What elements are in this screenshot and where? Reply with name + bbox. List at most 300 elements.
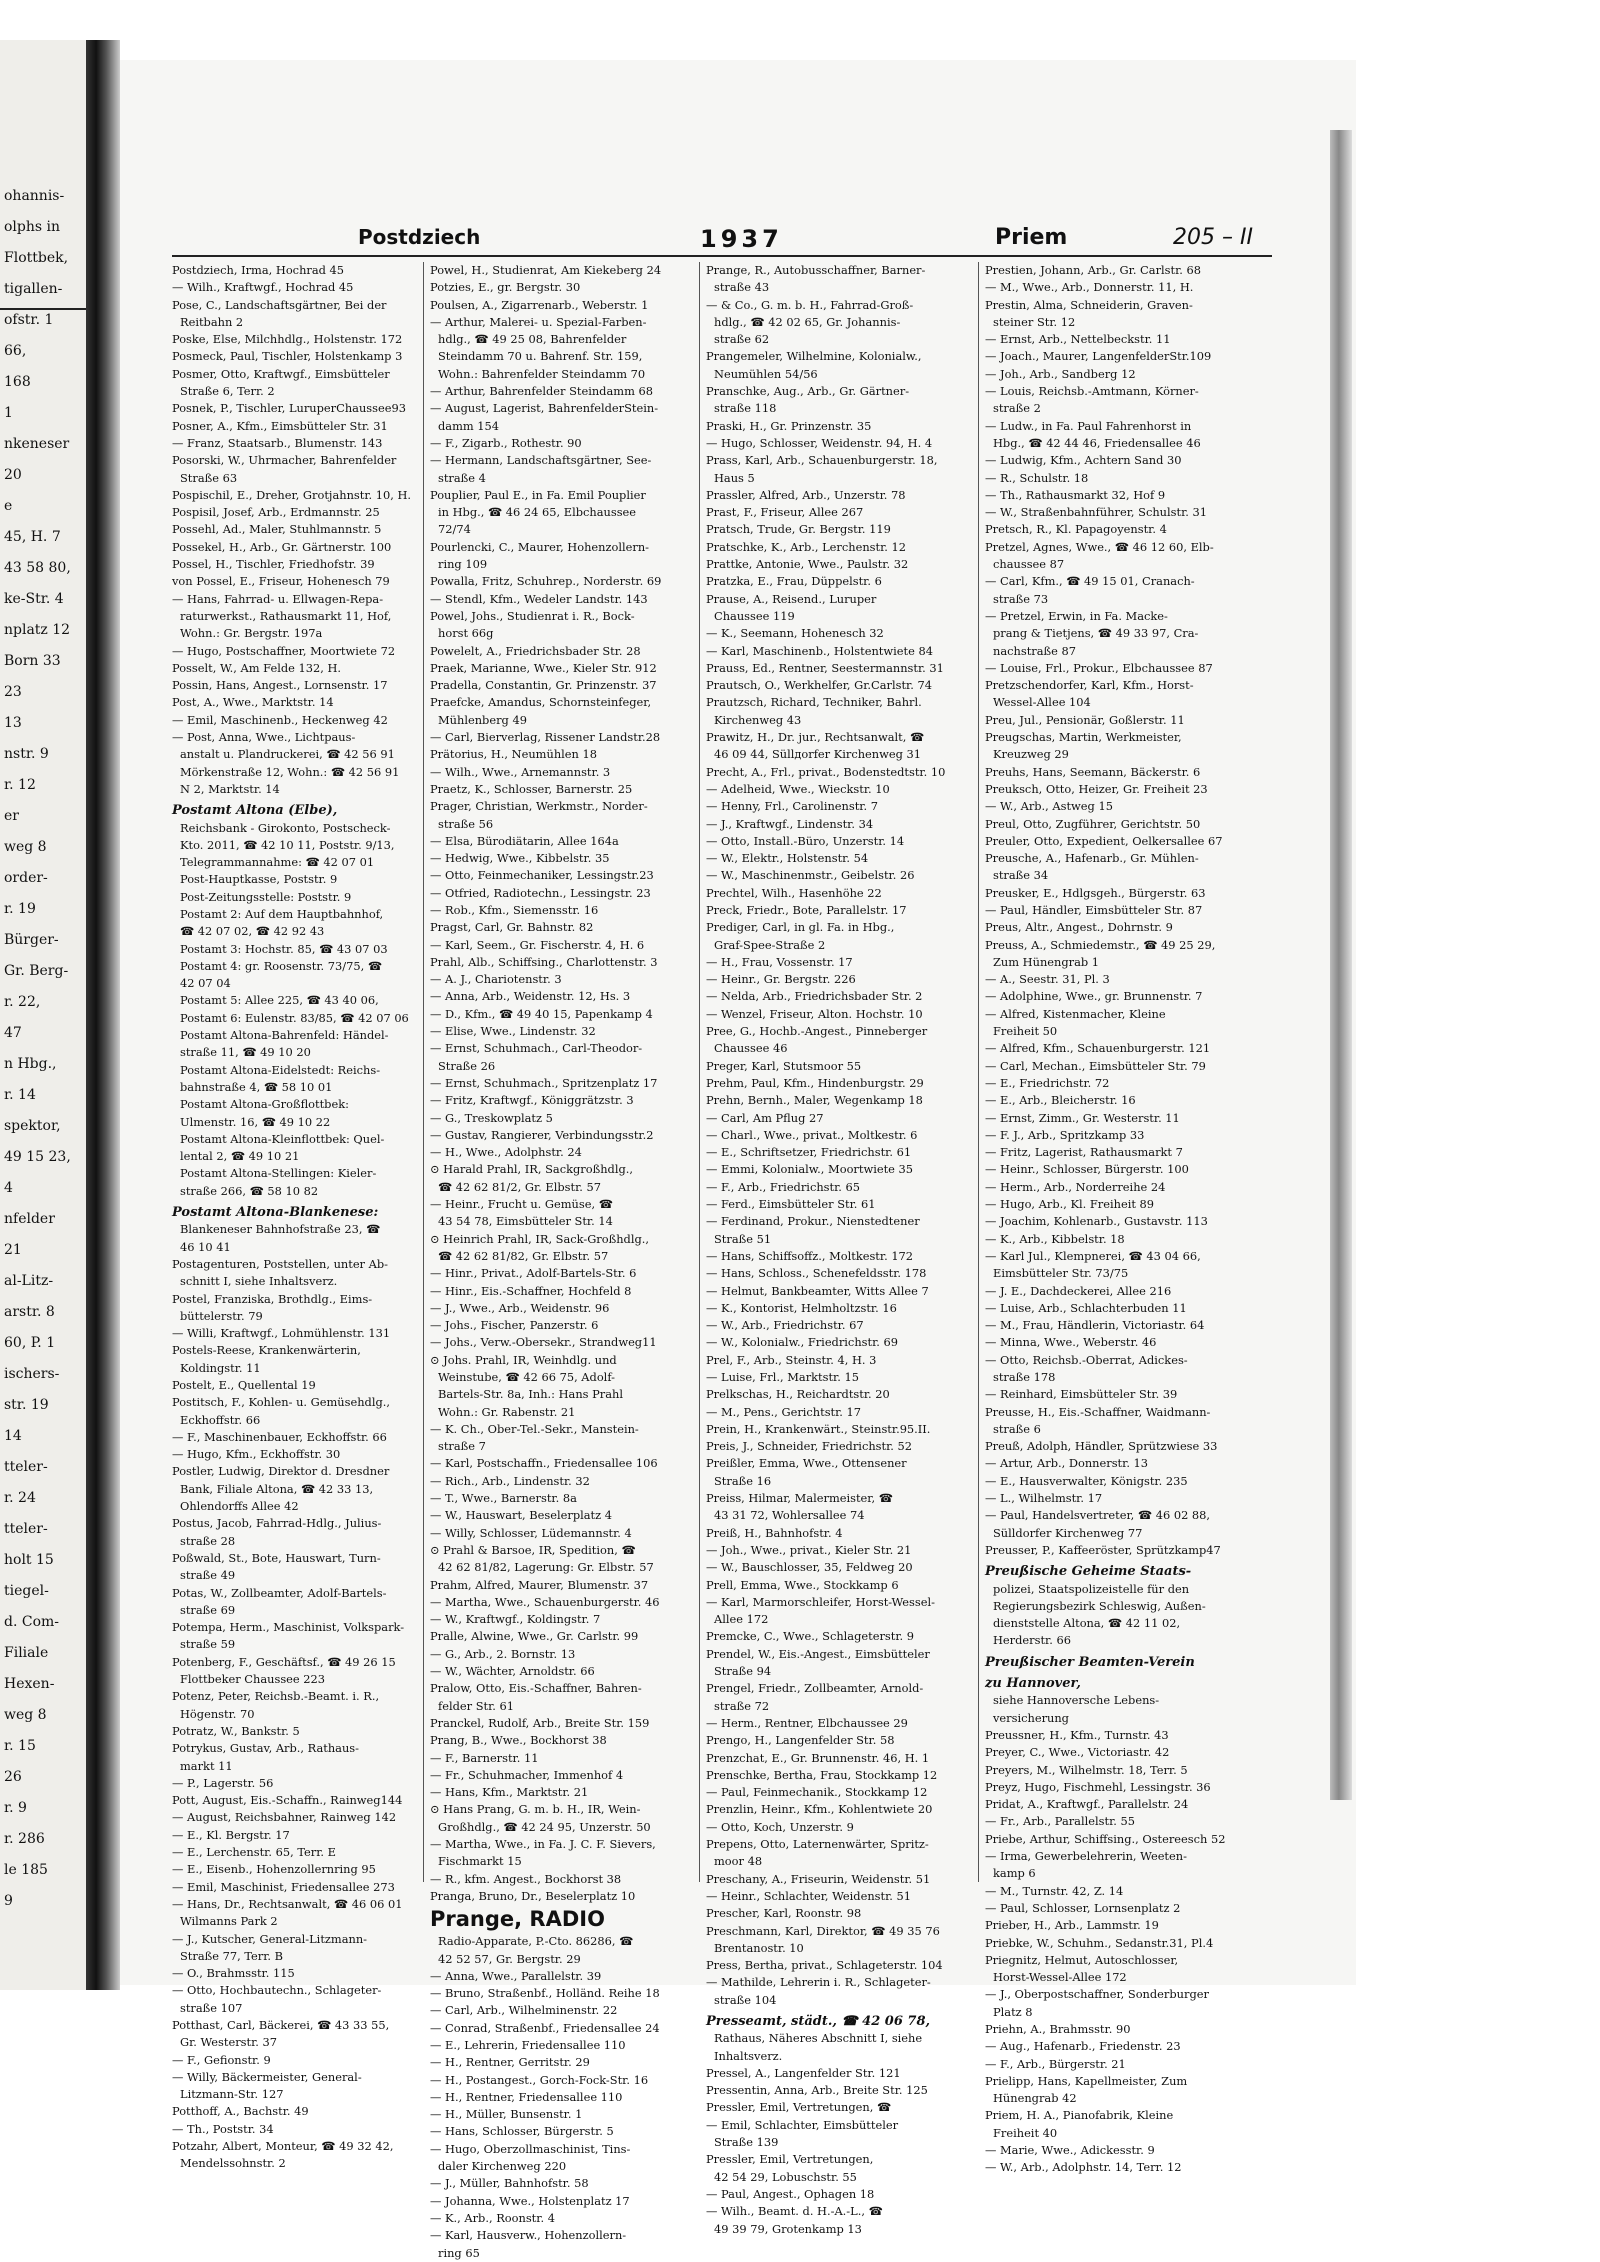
- directory-line: — Paul, Schlosser, Lornsenplatz 2: [985, 1900, 1181, 1915]
- directory-line: — J. E., Dachdeckerei, Allee 216: [985, 1283, 1172, 1298]
- directory-line: — Anna, Wwe., Parallelstr. 39: [430, 1968, 602, 1983]
- directory-line: Zum Hünengrab 1: [993, 954, 1100, 969]
- directory-line: — Otto, Install.-Büro, Unzerstr. 14: [706, 833, 905, 848]
- directory-line: — Wenzel, Friseur, Alton. Hochstr. 10: [706, 1006, 923, 1021]
- directory-line: Reichsbank - Girokonto, Postscheck-: [180, 820, 391, 835]
- directory-line: — Franz, Staatsarb., Blumenstr. 143: [172, 435, 383, 450]
- directory-line: Potzahr, Albert, Monteur, ☎ 49 32 42,: [172, 2139, 394, 2154]
- facing-page-line: weg 8: [4, 839, 47, 855]
- facing-page-line: d. Com-: [4, 1614, 60, 1630]
- directory-line: Preuksch, Otto, Heizer, Gr. Freiheit 23: [985, 781, 1208, 796]
- directory-line: Preschmann, Karl, Direktor, ☎ 49 35 76: [706, 1923, 940, 1938]
- directory-line: Post, A., Wwe., Marktstr. 14: [172, 695, 334, 710]
- directory-line: Ohlendorffs Allee 42: [180, 1499, 299, 1514]
- directory-line: — H., Rentner, Gerritstr. 29: [430, 2055, 590, 2070]
- directory-line: Pratsch, Trude, Gr. Bergstr. 119: [706, 522, 891, 537]
- directory-line: — Charl., Wwe., privat., Moltkestr. 6: [706, 1127, 918, 1142]
- directory-line: — Louis, Reichsb.-Amtmann, Körner-: [985, 384, 1199, 399]
- directory-line: Wessel-Allee 104: [993, 695, 1091, 710]
- directory-line: — Karl, Maschinenb., Holstentwiete 84: [706, 643, 933, 658]
- directory-line: nachstraße 87: [993, 643, 1076, 658]
- directory-line: — Th., Poststr. 34: [172, 2121, 274, 2136]
- directory-line: — J., Wwe., Arb., Weidenstr. 96: [430, 1300, 610, 1315]
- directory-line: — Otfried, Radiotechn., Lessingstr. 23: [430, 885, 651, 900]
- directory-line: — Otto, Hochbautechn., Schlageter-: [172, 1983, 382, 1998]
- facing-page-line: Bürger-: [4, 932, 59, 948]
- directory-line: Pressel, A., Langenfelder Str. 121: [706, 2065, 901, 2080]
- directory-line: — Johs., Verw.-Obersekr., Strandweg11: [430, 1335, 657, 1350]
- directory-line: Pretzel, Agnes, Wwe., ☎ 46 12 60, Elb-: [985, 539, 1214, 554]
- directory-line: Prass, Karl, Arb., Schauenburgerstr. 18,: [706, 453, 938, 468]
- directory-line: Prautsch, O., Werkhelfer, Gr.Carlstr. 74: [706, 678, 932, 693]
- directory-line: — Karl, Hausverw., Hohenzollern-: [430, 2228, 627, 2243]
- facing-page-line: 47: [4, 1025, 22, 1041]
- directory-line: — M., Pens., Gerichtstr. 17: [706, 1404, 862, 1419]
- directory-line: 43 54 78, Eimsbütteler Str. 14: [438, 1214, 613, 1229]
- directory-line: straße 56: [438, 816, 494, 831]
- directory-line: Prassler, Alfred, Arb., Unzerstr. 78: [706, 487, 906, 502]
- facing-page-line: str. 19: [4, 1397, 49, 1413]
- directory-line: — E., Lerchenstr. 65, Terr. E: [172, 1845, 336, 1860]
- directory-line: Potenberg, F., Geschäftsf., ☎ 49 26 15: [172, 1654, 396, 1669]
- directory-line: — A. J., Chariotenstr. 3: [430, 972, 562, 987]
- directory-line: Platz 8: [993, 2004, 1033, 2019]
- facing-page-line: 9: [4, 1893, 13, 1909]
- directory-line: hdlg., ☎ 42 02 65, Gr. Johannis-: [714, 314, 901, 329]
- facing-page-line: n Hbg.,: [4, 1056, 57, 1072]
- directory-line: — Luise, Arb., Schlachterbuden 11: [985, 1300, 1187, 1315]
- directory-line: — Hugo, Postschaffner, Moortwiete 72: [172, 643, 396, 658]
- column-divider: [978, 262, 979, 1882]
- directory-line: steiner Str. 12: [993, 314, 1076, 329]
- directory-line: — Paul, Handelsvertreter, ☎ 46 02 88,: [985, 1508, 1211, 1523]
- directory-line: — Ludw., in Fa. Paul Fahrenhorst in: [985, 418, 1192, 433]
- facing-page-line: Born 33: [4, 653, 61, 669]
- facing-page-line: 14: [4, 1428, 22, 1444]
- directory-line: Prel, F., Arb., Steinstr. 4, H. 3: [706, 1352, 877, 1367]
- directory-line: Postdziech, Irma, Hochrad 45: [172, 263, 345, 277]
- directory-line: — Johs., Fischer, Panzerstr. 6: [430, 1318, 599, 1333]
- directory-line: Prestien, Johann, Arb., Gr. Carlstr. 68: [985, 263, 1202, 277]
- directory-line: — Mathilde, Lehrerin i. R., Schlageter-: [706, 1975, 931, 1990]
- directory-line: — Karl, Seem., Gr. Fischerstr. 4, H. 6: [430, 937, 645, 952]
- directory-line: Powel, H., Studienrat, Am Kiekeberg 24: [430, 263, 662, 277]
- directory-line: straße 43: [714, 280, 770, 295]
- directory-line: — H., Postangest., Gorch-Fock-Str. 16: [430, 2072, 649, 2087]
- directory-line: Prendel, W., Eis.-Angest., Eimsbütteler: [706, 1646, 930, 1661]
- directory-line: Postamt 2: Auf dem Hauptbahnhof,: [180, 906, 384, 921]
- directory-line: Posnek, P., Tischler, LuruperChaussee93: [172, 401, 406, 416]
- directory-line: — Th., Rathausmarkt 32, Hof 9: [985, 487, 1166, 502]
- directory-line: Priegnitz, Helmut, Autoschlosser,: [985, 1952, 1179, 1967]
- directory-line: — Joh., Arb., Sandberg 12: [985, 366, 1136, 381]
- facing-page-line: r. 24: [4, 1490, 36, 1506]
- directory-line: Chaussee 46: [714, 1041, 788, 1056]
- directory-line: Potrykus, Gustav, Arb., Rathaus-: [172, 1741, 360, 1756]
- directory-line: Straße 6, Terr. 2: [180, 384, 275, 399]
- directory-line: polizei, Staatspolizeistelle für den: [993, 1581, 1190, 1596]
- directory-line: Pressler, Emil, Vertretungen, ☎: [706, 2100, 892, 2115]
- directory-line: — J., Müller, Bahnhofstr. 58: [430, 2176, 589, 2191]
- directory-line: Potzies, E., gr. Bergstr. 30: [430, 280, 581, 295]
- directory-line: Pouplier, Paul E., in Fa. Emil Pouplier: [430, 487, 646, 502]
- directory-line: straße 104: [714, 1992, 777, 2007]
- directory-line: damm 154: [438, 418, 500, 433]
- directory-line: 42 52 57, Gr. Bergstr. 29: [438, 1951, 581, 1966]
- directory-line: straße 72: [714, 1698, 770, 1713]
- directory-line: — R., Schulstr. 18: [985, 470, 1089, 485]
- directory-line: Pratzka, E., Frau, Düppelstr. 6: [706, 574, 882, 589]
- directory-line: — Hugo, Oberzollmaschinist, Tins-: [430, 2141, 631, 2156]
- directory-line: — Karl, Postschaffn., Friedensallee 106: [430, 1456, 658, 1471]
- directory-line: Preul, Otto, Zugführer, Gerichtstr. 50: [985, 816, 1201, 831]
- directory-line: — E., Kl. Bergstr. 17: [172, 1827, 290, 1842]
- directory-line: straße 178: [993, 1370, 1056, 1384]
- directory-line: Pretzschendorfer, Karl, Kfm., Horst-: [985, 678, 1194, 693]
- directory-line: Koldingstr. 11: [180, 1360, 261, 1375]
- directory-line: Posmeck, Paul, Tischler, Holstenkamp 3: [172, 349, 403, 364]
- directory-line: markt 11: [180, 1758, 233, 1773]
- directory-line: — K., Kontorist, Helmholtzstr. 16: [706, 1300, 897, 1315]
- directory-line: Rathaus, Näheres Abschnitt I, siehe: [714, 2031, 923, 2046]
- directory-line: Weinstube, ☎ 42 66 75, Adolf-: [438, 1370, 615, 1384]
- directory-line: Possel, H., Tischler, Friedhofstr. 39: [172, 557, 375, 572]
- directory-line: Posner, A., Kfm., Eimsbütteler Str. 31: [172, 418, 388, 433]
- directory-line: — Joachim, Kohlenarb., Gustavstr. 113: [985, 1214, 1208, 1229]
- directory-line: ⊙ Harald Prahl, IR, Sackgroßhdlg.,: [430, 1162, 634, 1177]
- section-heading: Preußische Geheime Staats-: [985, 1564, 1192, 1580]
- facing-page-line: 23: [4, 684, 22, 700]
- directory-line: ring 65: [438, 2245, 480, 2260]
- directory-line: — Emmi, Kolonialw., Moortwiete 35: [706, 1162, 914, 1177]
- directory-line: Straße 139: [714, 2135, 779, 2150]
- directory-line: — W., Maschinenmstr., Geibelstr. 26: [706, 868, 915, 883]
- directory-line: — Rich., Arb., Lindenstr. 32: [430, 1473, 590, 1488]
- directory-line: — Conrad, Straßenbf., Friedensallee 24: [430, 2020, 660, 2035]
- directory-line: hdlg., ☎ 49 25 08, Bahrenfelder: [438, 332, 627, 347]
- directory-line: Prawitz, H., Dr. jur., Rechtsanwalt, ☎: [706, 730, 925, 745]
- directory-line: Mühlenberg 49: [438, 712, 527, 727]
- directory-line: — Karl Jul., Klempnerei, ☎ 43 04 66,: [985, 1248, 1201, 1263]
- directory-line: moor 48: [714, 1854, 763, 1869]
- directory-line: 43 31 72, Wohlersallee 74: [714, 1508, 865, 1523]
- running-head-last-entry: Priem: [995, 225, 1068, 250]
- directory-line: Pragst, Carl, Gr. Bahnstr. 82: [430, 920, 594, 935]
- facing-page-line: 4: [4, 1180, 13, 1196]
- directory-line: — Arthur, Malerei- u. Spezial-Farben-: [430, 314, 647, 329]
- directory-line: Prestin, Alma, Schneiderin, Graven-: [985, 297, 1193, 312]
- directory-line: Priehn, A., Brahmsstr. 90: [985, 2021, 1131, 2036]
- directory-line: — Joach., Maurer, LangenfelderStr.109: [985, 349, 1212, 364]
- directory-line: Telegrammannahme: ☎ 42 07 01: [180, 855, 375, 870]
- directory-line: ☎ 42 62 81/82, Gr. Elbstr. 57: [438, 1248, 609, 1263]
- directory-line: straße 266, ☎ 58 10 82: [180, 1183, 319, 1198]
- directory-line: Prager, Christian, Werkmstr., Norder-: [430, 799, 648, 814]
- directory-line: lental 2, ☎ 49 10 21: [180, 1149, 300, 1164]
- directory-line: Straße 51: [714, 1231, 772, 1246]
- directory-line: raturwerkst., Rathausmarkt 11, Hof,: [180, 608, 392, 623]
- directory-line: — Ferdinand, Prokur., Nienstedtener: [706, 1214, 920, 1229]
- directory-line: Postamt Altona-Kleinflottbek: Quel-: [180, 1131, 385, 1146]
- directory-line: — Bruno, Straßenbf., Holländ. Reihe 18: [430, 1986, 660, 2001]
- directory-line: Wilmanns Park 2: [180, 1914, 278, 1929]
- directory-line: — K. Ch., Ober-Tel.-Sekr., Manstein-: [430, 1421, 639, 1436]
- directory-line: Prehn, Bernh., Maler, Wegenkamp 18: [706, 1093, 923, 1108]
- directory-line: — Elsa, Bürodiätarin, Allee 164a: [430, 833, 619, 848]
- directory-line: Prahl, Alb., Schiffsing., Charlottenstr. 3: [430, 954, 658, 969]
- directory-line: — Hermann, Landschaftsgärtner, See-: [430, 453, 652, 468]
- directory-line: straße 2: [993, 401, 1041, 416]
- directory-line: — Elise, Wwe., Lindenstr. 32: [430, 1024, 596, 1039]
- directory-line: — Paul, Händler, Eimsbütteler Str. 87: [985, 902, 1203, 917]
- directory-line: — Irma, Gewerbelehrerin, Weeten-: [985, 1849, 1187, 1864]
- directory-line: Preschany, A., Friseurin, Weidenstr. 51: [706, 1871, 931, 1886]
- directory-line: — Hedwig, Wwe., Kibbelstr. 35: [430, 851, 610, 866]
- directory-line: — Hans, Schloss., Schenefeldsstr. 178: [706, 1266, 927, 1281]
- directory-line: siehe Hannoversche Lebens-: [993, 1693, 1160, 1708]
- directory-line: — Minna, Wwe., Weberstr. 46: [985, 1335, 1157, 1350]
- facing-page-line: r. 22,: [4, 994, 41, 1010]
- directory-line: Preis, J., Schneider, Friedrichstr. 52: [706, 1439, 913, 1454]
- directory-line: — Fritz, Lagerist, Rathausmarkt 7: [985, 1145, 1183, 1160]
- directory-line: — Willy, Schlosser, Lüdemannstr. 4: [430, 1525, 632, 1540]
- directory-line: Postels-Reese, Krankenwärterin,: [172, 1343, 361, 1358]
- facing-page-line: tteler-: [4, 1459, 48, 1475]
- directory-line: — Hans, Dr., Rechtsanwalt, ☎ 46 06 01: [172, 1896, 403, 1911]
- directory-line: Postamt 6: Eulenstr. 83/85, ☎ 42 07 06: [180, 1010, 409, 1025]
- directory-line: — Aug., Hafenarb., Friedenstr. 23: [985, 2039, 1181, 2054]
- directory-line: straße 69: [180, 1602, 236, 1617]
- directory-line: Straße 77, Terr. B: [180, 1948, 284, 1963]
- directory-line: anstalt u. Plandruckerei, ☎ 42 56 91: [180, 747, 395, 762]
- directory-line: Preyers, M., Wilhelmstr. 18, Terr. 5: [985, 1762, 1188, 1777]
- directory-line: ⊙ Hans Prang, G. m. b. H., IR, Wein-: [430, 1802, 641, 1817]
- facing-page-line: tigallen-: [4, 281, 63, 297]
- facing-page-line: nplatz 12: [4, 622, 71, 638]
- directory-line: Radio-Apparate, P.-Cto. 86286, ☎: [438, 1934, 634, 1949]
- directory-line: Prengel, Friedr., Zollbeamter, Arnold-: [706, 1681, 924, 1696]
- directory-line: Wohn.: Gr. Bergstr. 197a: [180, 626, 323, 641]
- directory-line: — Karl, Marmorschleifer, Horst-Wessel-: [706, 1594, 935, 1609]
- directory-line: — O., Brahmsstr. 115: [172, 1966, 295, 1981]
- directory-line: Preiß, H., Bahnhofstr. 4: [706, 1525, 843, 1540]
- directory-line: ☎ 42 07 02, ☎ 42 92 43: [180, 924, 325, 939]
- directory-line: — Stendl, Kfm., Wedeler Landstr. 143: [430, 591, 648, 606]
- directory-line: — Ernst, Schuhmach., Spritzenplatz 17: [430, 1075, 658, 1090]
- directory-line: — Paul, Feinmechanik., Stockkamp 12: [706, 1785, 928, 1800]
- directory-line: versicherung: [993, 1710, 1069, 1725]
- directory-line: — Emil, Maschinist, Friedensallee 273: [172, 1879, 395, 1894]
- directory-line: Pranschke, Aug., Arb., Gr. Gärtner-: [706, 384, 910, 399]
- directory-line: — K., Arb., Kibbelstr. 18: [985, 1231, 1125, 1246]
- directory-line: — Carl, Am Pflug 27: [706, 1110, 824, 1125]
- directory-line: — Joh., Wwe., privat., Kieler Str. 21: [706, 1542, 912, 1557]
- directory-line: Litzmann-Str. 127: [180, 2087, 284, 2102]
- directory-line: Preuhs, Hans, Seemann, Bäckerstr. 6: [985, 764, 1201, 779]
- facing-page-line: ischers-: [4, 1366, 60, 1382]
- facing-page-line: weg 8: [4, 1707, 47, 1723]
- directory-line: — Artur, Arb., Donnerstr. 13: [985, 1456, 1149, 1471]
- directory-line: chaussee 87: [993, 557, 1065, 572]
- directory-line: Straße 26: [438, 1058, 496, 1073]
- directory-line: — J., Kutscher, General-Litzmann-: [172, 1931, 368, 1946]
- directory-line: — J., Oberpostschaffner, Sonderburger: [985, 1987, 1209, 2002]
- facing-page-line: Hexen-: [4, 1676, 55, 1692]
- facing-page-line: r. 19: [4, 901, 36, 917]
- directory-line: Preussner, H., Kfm., Turnstr. 43: [985, 1727, 1169, 1742]
- directory-line: straße 34: [993, 868, 1049, 883]
- directory-line: Prieber, H., Arb., Lammstr. 19: [985, 1918, 1159, 1933]
- directory-line: Post-Hauptkasse, Poststr. 9: [180, 872, 338, 887]
- directory-line: — & Co., G. m. b. H., Fahrrad-Groß-: [706, 297, 914, 312]
- directory-line: Posorski, W., Uhrmacher, Bahrenfelder: [172, 453, 397, 468]
- directory-line: Prepens, Otto, Laternenwärter, Spritz-: [706, 1837, 929, 1852]
- directory-line: — Heinr., Schlachter, Weidenstr. 51: [706, 1888, 912, 1903]
- directory-line: 42 54 29, Lobuschstr. 55: [714, 2169, 857, 2184]
- directory-line: — Hugo, Arb., Kl. Freiheit 89: [985, 1197, 1155, 1212]
- directory-line: Poske, Else, Milchhdlg., Holstenstr. 172: [172, 332, 403, 347]
- directory-line: — Post, Anna, Wwe., Lichtpaus-: [172, 730, 356, 745]
- facing-page-line: r. 12: [4, 777, 36, 793]
- directory-line: ⊙ Johs. Prahl, IR, Weinhdlg. und: [430, 1352, 617, 1367]
- scan-margin-right: [1356, 60, 1600, 1985]
- directory-line: Postamt 4: gr. Roosenstr. 73/75, ☎: [180, 958, 383, 973]
- directory-line: — F., Barnerstr. 11: [430, 1750, 539, 1765]
- facing-page-line: r. 286: [4, 1831, 45, 1847]
- directory-line: Reitbahn 2: [180, 314, 244, 329]
- directory-line: Kreuzweg 29: [993, 747, 1069, 762]
- directory-line: — Hugo, Schlosser, Weidenstr. 94, H. 4: [706, 435, 933, 450]
- directory-line: Preusser, P., Kaffeeröster, Sprützkamp47: [985, 1542, 1221, 1557]
- directory-line: Neumühlen 54/56: [714, 366, 818, 381]
- directory-line: — Adelheid, Wwe., Wieckstr. 10: [706, 781, 890, 796]
- facing-page-line: 20: [4, 467, 22, 483]
- directory-line: — Herm., Arb., Norderreihe 24: [985, 1179, 1166, 1194]
- directory-line: Praek, Marianne, Wwe., Kieler Str. 912: [430, 660, 657, 675]
- directory-line: — E., Schriftsetzer, Friedrichstr. 61: [706, 1145, 912, 1160]
- directory-line: — Henny, Frl., Carolinenstr. 7: [706, 799, 878, 814]
- page-number: 205 – II: [1173, 225, 1253, 250]
- facing-page-line: arstr. 8: [4, 1304, 55, 1320]
- directory-line: — Otto, Koch, Unzerstr. 9: [706, 1819, 854, 1834]
- directory-line: Possekel, H., Arb., Gr. Gärtnerstr. 100: [172, 539, 392, 554]
- column-divider: [699, 262, 700, 1882]
- directory-line: Pratschke, K., Arb., Lerchenstr. 12: [706, 539, 907, 554]
- directory-line: straße 11, ☎ 49 10 20: [180, 1045, 311, 1060]
- directory-line: Pranckel, Rudolf, Arb., Breite Str. 159: [430, 1715, 650, 1730]
- directory-line: — Hinr., Eis.-Schaffner, Hochfeld 8: [430, 1283, 632, 1298]
- facing-page-rule: [0, 308, 90, 310]
- directory-line: Pranga, Bruno, Dr., Beselerplatz 10: [430, 1888, 636, 1903]
- directory-line: Mendelssohnstr. 2: [180, 2156, 286, 2171]
- directory-line: Preuler, Otto, Expedient, Oelkersallee 67: [985, 833, 1223, 848]
- directory-line: Freiheit 50: [993, 1024, 1058, 1039]
- scan-margin-top: [0, 0, 1600, 60]
- directory-line: Postel, Franziska, Brothdlg., Eims-: [172, 1291, 373, 1306]
- directory-line: Prast, F., Friseur, Allee 267: [706, 505, 864, 520]
- directory-line: — E., Eisenb., Hohenzollernring 95: [172, 1862, 376, 1877]
- facing-page-line: 13: [4, 715, 22, 731]
- directory-line: Prengo, H., Langenfelder Str. 58: [706, 1733, 895, 1748]
- directory-line: — T., Wwe., Barnerstr. 8a: [430, 1491, 577, 1506]
- directory-line: straße 6: [993, 1421, 1041, 1436]
- directory-line: — Ernst, Zimm., Gr. Westerstr. 11: [985, 1110, 1180, 1125]
- directory-line: Preck, Friedr., Bote, Parallelstr. 17: [706, 902, 907, 917]
- directory-line: 46 09 44, Süllдorfer Kirchenweg 31: [714, 747, 922, 762]
- directory-line: — E., Hausverwalter, Königstr. 235: [985, 1473, 1188, 1488]
- directory-line: — F. J., Arb., Spritzkamp 33: [985, 1127, 1145, 1142]
- directory-line: Prenschke, Bertha, Frau, Stockkamp 12: [706, 1767, 938, 1782]
- directory-line: Prein, H., Krankenwärt., Steinstr.95.II.: [706, 1421, 931, 1436]
- directory-line: Brentanostr. 10: [714, 1940, 804, 1955]
- facing-page-line: 1: [4, 405, 13, 421]
- running-head-first-entry: Postdziech: [358, 225, 481, 249]
- directory-line: Graf-Spee-Straße 2: [714, 937, 826, 952]
- directory-line: N 2, Marktstr. 14: [180, 781, 280, 796]
- directory-line: Prange, R., Autobusschaffner, Barner-: [706, 263, 926, 277]
- directory-line: Potratz, W., Bankstr. 5: [172, 1723, 300, 1738]
- directory-line: Straße 16: [714, 1473, 772, 1488]
- facing-page-line: r. 15: [4, 1738, 36, 1754]
- directory-line: Pospischil, E., Dreher, Grotjahnstr. 10, H.: [172, 487, 412, 502]
- directory-line: Preger, Karl, Stutsmoor 55: [706, 1058, 862, 1073]
- directory-line: Posselt, W., Am Felde 132, H.: [172, 660, 342, 675]
- directory-line: — E., Lehrerin, Friedensallee 110: [430, 2037, 626, 2052]
- directory-line: — Gustav, Rangierer, Verbindungsstr.2: [430, 1127, 654, 1142]
- display-advert: Prange, RADIO: [430, 1907, 605, 1932]
- directory-line: — Emil, Maschinenb., Heckenweg 42: [172, 712, 388, 727]
- facing-page-line: tteler-: [4, 1521, 48, 1537]
- directory-line: straße 118: [714, 401, 777, 416]
- facing-page-line: tiegel-: [4, 1583, 49, 1599]
- directory-line: Preuß, Adolph, Händler, Sprützwiese 33: [985, 1439, 1218, 1454]
- directory-line: — F., Arb., Friedrichstr. 65: [706, 1179, 861, 1194]
- directory-line: Priem, H. A., Pianofabrik, Kleine: [985, 2108, 1174, 2123]
- directory-line: Fischmarkt 15: [438, 1854, 522, 1869]
- directory-line: Kirchenweg 43: [714, 712, 802, 727]
- directory-line: — Willi, Kraftwgf., Lohmühlenstr. 131: [172, 1326, 391, 1341]
- directory-line: — W., Arb., Adolphstr. 14, Terr. 12: [985, 2160, 1182, 2175]
- directory-line: Pralle, Alwine, Wwe., Gr. Carlstr. 99: [430, 1629, 639, 1644]
- directory-line: — Louise, Frl., Prokur., Elbchaussee 87: [985, 660, 1213, 675]
- directory-line: in Hbg., ☎ 46 24 65, Elbchaussee: [438, 505, 637, 520]
- directory-line: — W., Elektr., Holstenstr. 54: [706, 851, 869, 866]
- column-divider: [423, 262, 424, 1882]
- directory-line: Prelkschas, H., Reichardtstr. 20: [706, 1387, 890, 1402]
- section-heading: Postamt Altona-Blankenese:: [172, 1205, 379, 1221]
- directory-line: Powel, Johs., Studienrat i. R., Bock-: [430, 608, 635, 623]
- directory-line: — F., Maschinenbauer, Eckhoffstr. 66: [172, 1429, 387, 1444]
- facing-page-line: nkeneser: [4, 436, 70, 452]
- directory-line: straße 28: [180, 1533, 236, 1548]
- directory-line: Preusker, E., Hdlgsgeh., Bürgerstr. 63: [985, 885, 1206, 900]
- directory-line: Bartels-Str. 8a, Inh.: Hans Prahl: [438, 1387, 624, 1402]
- directory-line: Hbg., ☎ 42 44 46, Friedensallee 46: [993, 435, 1201, 450]
- facing-page-line: Gr. Berg-: [4, 963, 69, 979]
- directory-line: büttelerstr. 79: [180, 1308, 263, 1323]
- directory-line: — Hans, Schiffsoffz., Moltkestr. 172: [706, 1248, 914, 1263]
- directory-line: — Carl, Kfm., ☎ 49 15 01, Cranach-: [985, 574, 1195, 589]
- directory-line: 49 39 79, Grotenkamp 13: [714, 2221, 862, 2236]
- directory-line: Prangemeler, Wilhelmine, Kolonialw.,: [706, 349, 922, 364]
- facing-page-line: Filiale: [4, 1645, 49, 1661]
- directory-line: Großhdlg., ☎ 42 24 95, Unzerstr. 50: [438, 1819, 651, 1834]
- directory-line: Pose, C., Landschaftsgärtner, Bei der: [172, 297, 387, 312]
- directory-line: — Carl, Bierverlag, Rissener Landstr.28: [430, 730, 661, 745]
- directory-line: Postamt 3: Hochstr. 85, ☎ 43 07 03: [180, 941, 388, 956]
- directory-line: Prahm, Alfred, Maurer, Blumenstr. 37: [430, 1577, 649, 1592]
- directory-line: Prehm, Paul, Kfm., Hindenburgstr. 29: [706, 1075, 924, 1090]
